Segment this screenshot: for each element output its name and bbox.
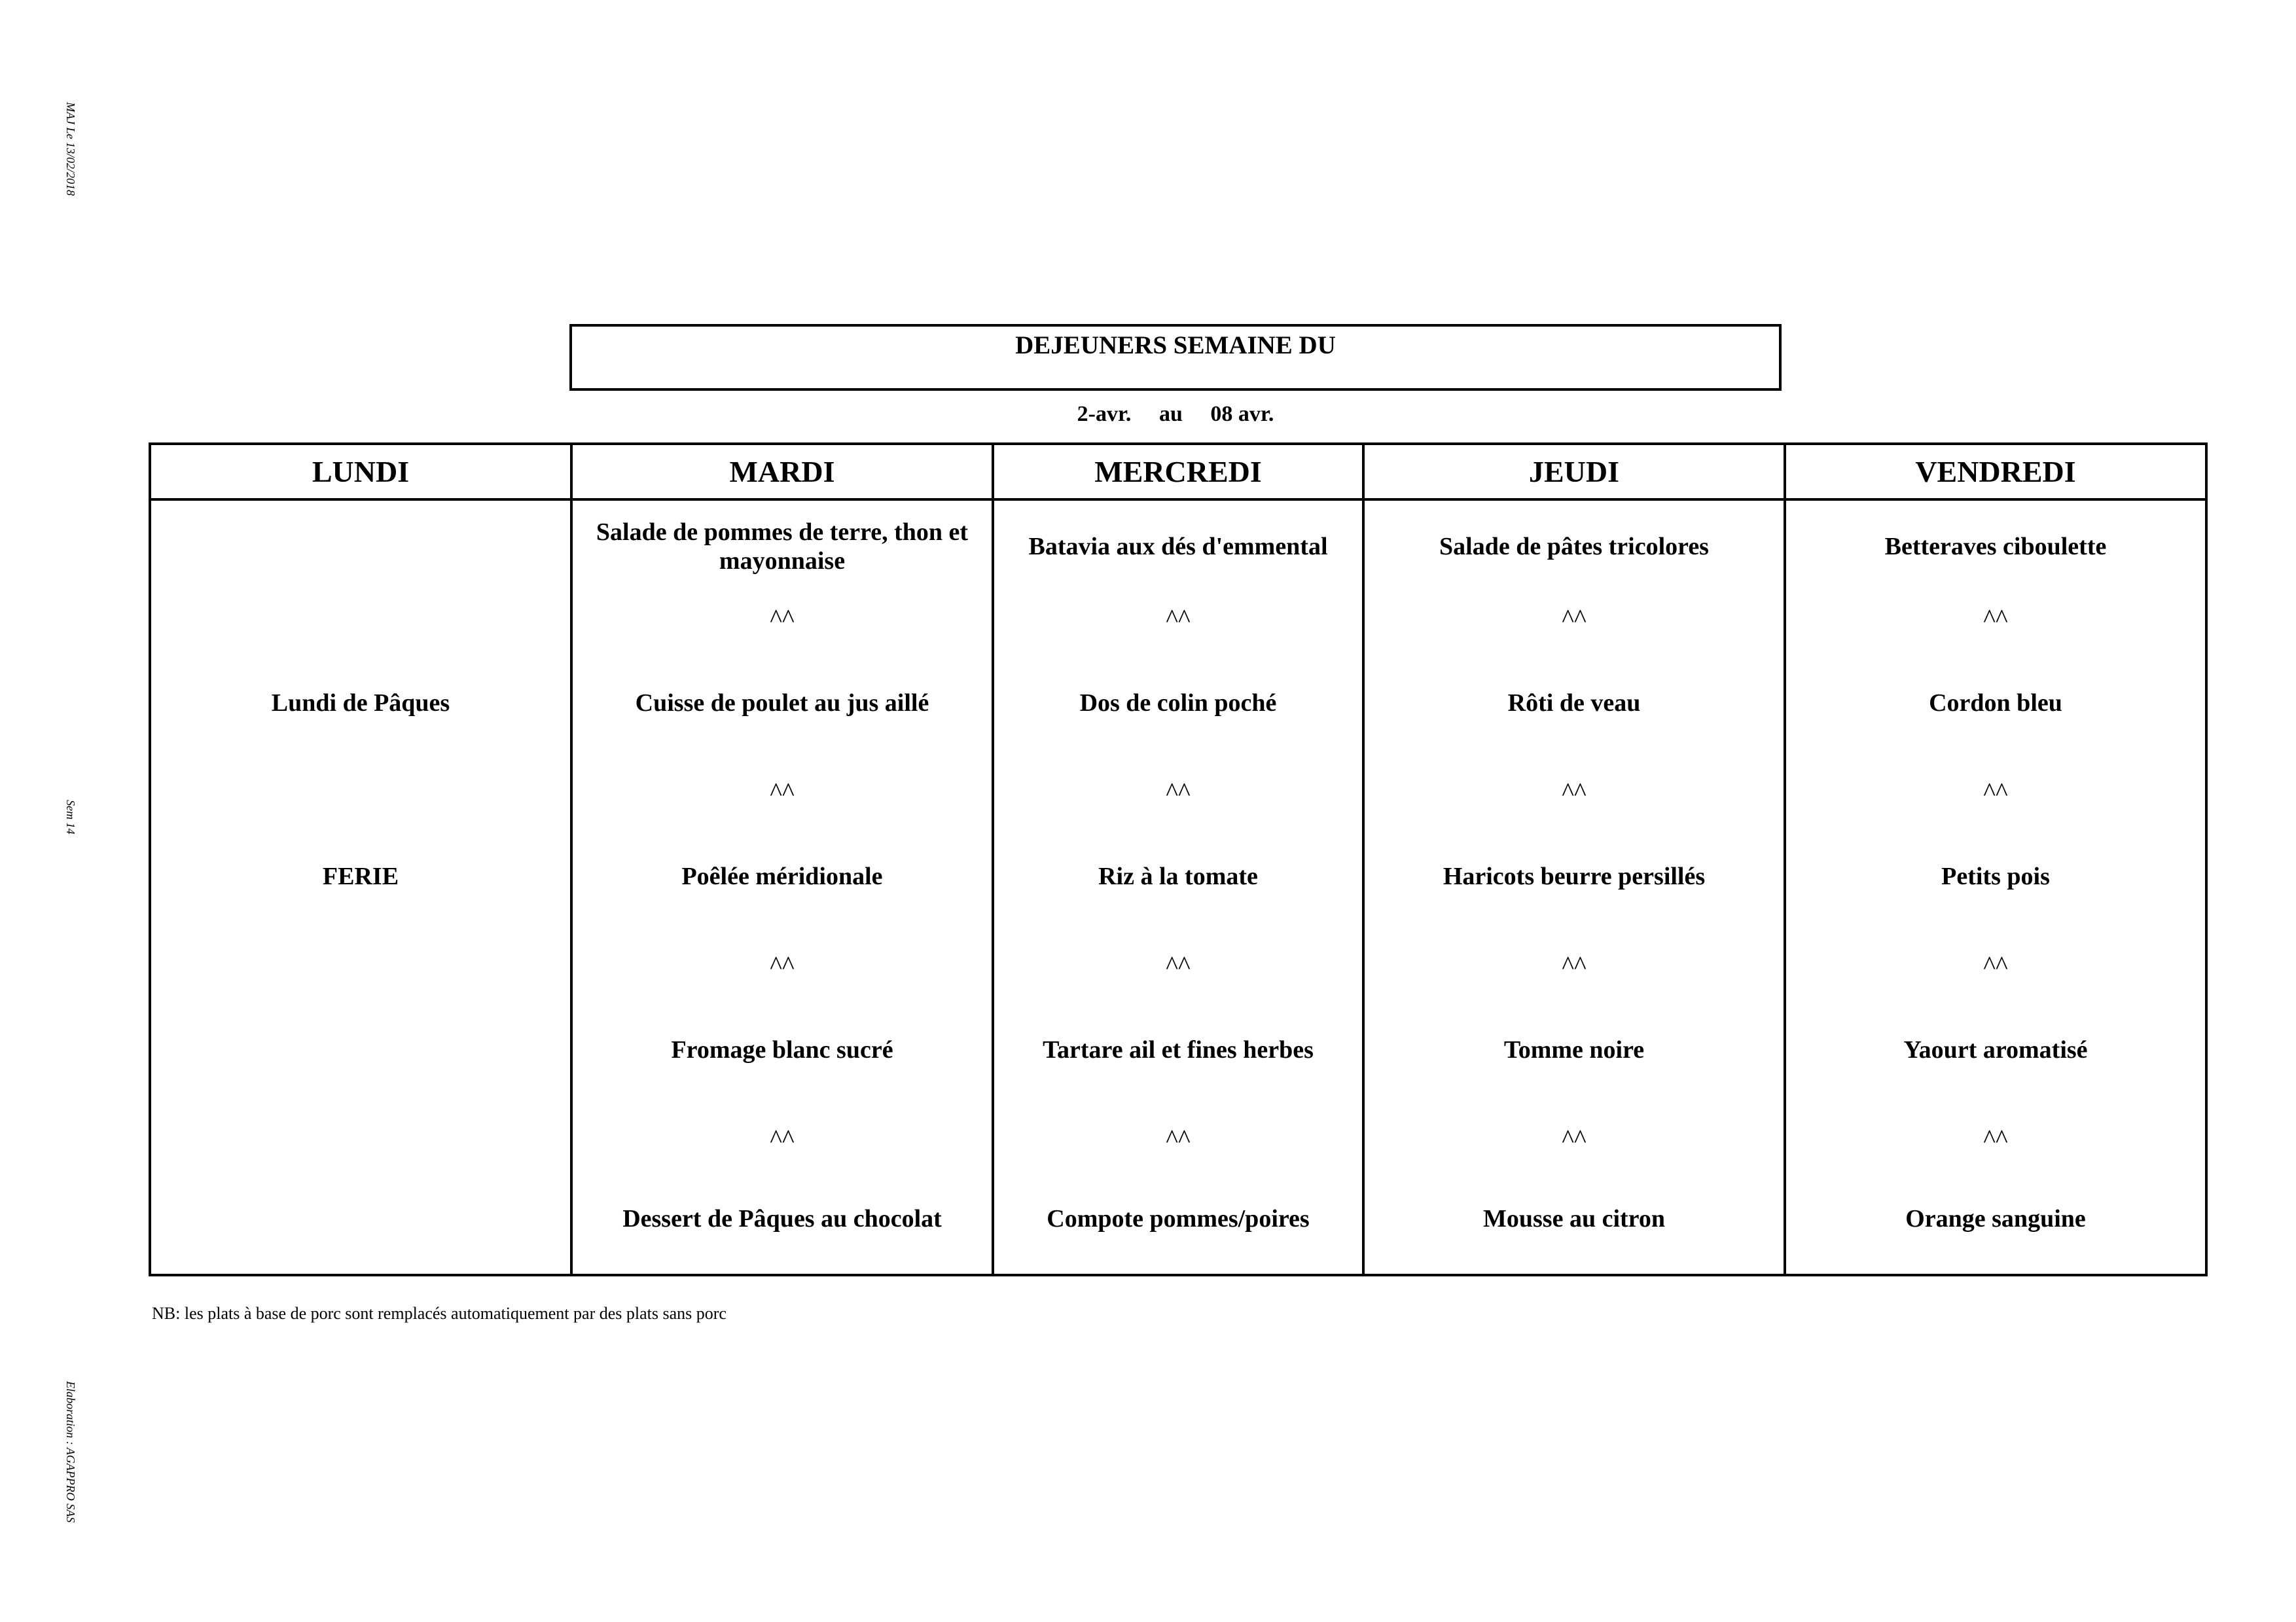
separator: ^^ [770,777,795,806]
side-dish-item: Haricots beurre persillés [1443,863,1706,891]
separator: ^^ [1983,950,2008,980]
day-header-friday: VENDREDI [1785,444,2206,499]
separator: ^^ [770,1124,795,1153]
day-header-thursday: JEUDI [1363,444,1785,499]
menu-item: Lundi de Pâques [271,689,450,717]
separator: ^^ [1562,1124,1587,1153]
menu-item [171,501,550,593]
dairy-item: Fromage blanc sucré [671,1036,893,1064]
main-dish-item: Cuisse de poulet au jus aillé [635,689,929,717]
dessert-item: Compote pommes/poires [1047,1205,1310,1233]
day-header-wednesday: MERCREDI [993,444,1363,499]
menu-title: DEJEUNERS SEMAINE DU [1015,331,1336,359]
dairy-item: Yaourt aromatisé [1903,1036,2088,1064]
day-header-tuesday: MARDI [571,444,993,499]
main-dish-item: Cordon bleu [1929,689,2062,717]
week-date-range [569,402,1782,427]
date-separator: au [1158,402,1183,426]
dairy-item: Tartare ail et fines herbes [1043,1036,1314,1064]
starter-item: Batavia aux dés d'emmental [1028,532,1328,560]
day-column-tuesday [571,499,993,1275]
side-dish-item: Riz à la tomate [1098,863,1258,891]
menu-body-row [150,499,2206,1275]
separator: ^^ [1166,1124,1191,1153]
separator: ^^ [1983,1124,2008,1153]
separator: ^^ [770,950,795,980]
menu-title-box [569,324,1782,391]
starter-item: Betteraves ciboulette [1884,532,2107,560]
dairy-item: Tomme noire [1503,1036,1645,1064]
day-column-wednesday [993,499,1363,1275]
side-dish-item: Poêlée méridionale [681,863,883,891]
separator: ^^ [770,604,795,633]
separator: ^^ [1562,777,1587,806]
date-from: 2-avr. [1077,402,1132,426]
day-header-row [150,444,2206,499]
separator: ^^ [1983,604,2008,633]
date-to: 08 avr. [1210,402,1274,426]
day-header-monday: LUNDI [150,444,571,499]
separator: ^^ [1562,950,1587,980]
dessert-item: Mousse au citron [1483,1205,1665,1233]
main-dish-item: Dos de colin poché [1079,689,1277,717]
side-dish-item: Petits pois [1941,863,2050,891]
dessert-item: Orange sanguine [1905,1205,2086,1233]
day-column-monday [150,499,571,1275]
menu-item: FERIE [322,863,399,891]
separator: ^^ [1166,950,1191,980]
starter-item: Salade de pommes de terre, thon et mayonnaise [596,518,969,575]
separator: ^^ [1166,777,1191,806]
day-column-thursday [1363,499,1785,1275]
separator: ^^ [1562,604,1587,633]
day-column-friday [1785,499,2206,1275]
pork-substitution-note: NB: les plats à base de porc sont remplacés automatiquement par des plats sans porc [152,1304,726,1323]
weekly-lunch-menu-table [149,442,2208,1276]
main-dish-item: Rôti de veau [1507,689,1641,717]
separator: ^^ [1166,604,1191,633]
starter-item: Salade de pâtes tricolores [1439,532,1709,560]
dessert-item: Dessert de Pâques au chocolat [622,1205,942,1233]
separator: ^^ [1983,777,2008,806]
